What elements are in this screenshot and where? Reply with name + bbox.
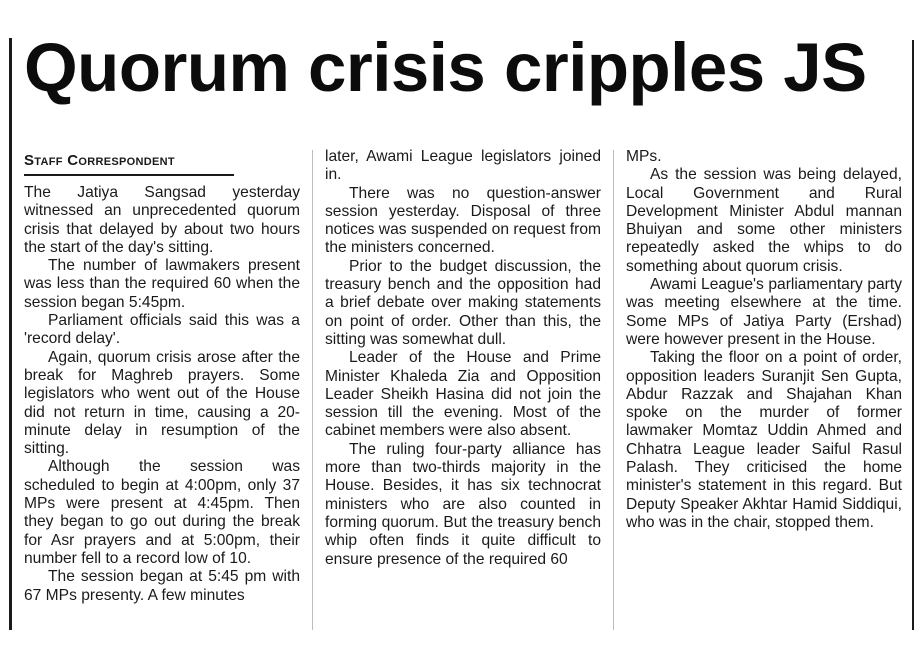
paragraph: The Jatiya Sangsad yesterday witnessed an unprecedented quorum crisis that delayed by about two hours the start of the day's sitting. — [24, 184, 300, 256]
paragraph: Although the session was scheduled to begin at 4:00pm, only 37 MPs were present at 4:45pm. Then they began to go out during the break for Asr prayers and at 5:00pm, their number fell to a record low of 10. — [24, 458, 300, 567]
headline: Quorum crisis cripples JS — [24, 29, 867, 106]
byline: Staff Correspondent — [24, 152, 234, 176]
article-column-1 — [24, 152, 300, 605]
article-column-3 — [626, 148, 902, 532]
left-column-rule — [9, 38, 12, 630]
paragraph: As the session was being delayed, Local Government and Rural Development Minister Abdul mannan Bhuiyan and some other ministers repeatedly asked the whips to do something about quorum crisis. — [626, 166, 902, 275]
paragraph: The session began at 5:45 pm with 67 MPs presenty. A few minutes — [24, 568, 300, 604]
paragraph: There was no question-answer session yesterday. Disposal of three notices was suspended on request from the ministers concerned. — [325, 184, 601, 257]
paragraph: Leader of the House and Prime Minister Khaleda Zia and Opposition Leader Sheikh Hasina did not join the session till the evening. Most of the cabinet members were also absent. — [325, 349, 601, 440]
right-column-rule — [912, 40, 914, 630]
paragraph: The number of lawmakers present was less than the required 60 when the session began 5:45pm. — [24, 257, 300, 311]
paragraph: Parliament officials said this was a 'record delay'. — [24, 312, 300, 348]
column-separator — [312, 150, 313, 630]
paragraph: Again, quorum crisis arose after the break for Maghreb prayers. Some legislators who went out of the House did not return in time, causing a 20-minute delay in resumption of the sitting. — [24, 348, 300, 458]
paragraph: Prior to the budget discussion, the treasury bench and the opposition had a brief debate over making statements on point of order. Other than this, the sitting was somewhat dull. — [325, 257, 601, 348]
paragraph: The ruling four-party alliance has more than two-thirds majority in the House. Besides, it has six technocrat ministers who are also counted in forming quorum. But the treasury bench whip often finds it quite difficult to ensure presence of the required 60 — [325, 440, 601, 568]
paragraph: later, Awami League legislators joined in. — [325, 148, 601, 184]
paragraph: Awami League's parliamentary party was meeting elsewhere at the time. Some MPs of Jatiya Party (Ershad) were however present in the House. — [626, 276, 902, 348]
column-separator — [613, 150, 614, 630]
paragraph: MPs. — [626, 148, 662, 165]
article-column-2 — [325, 148, 601, 569]
paragraph: Taking the floor on a point of order, opposition leaders Suranjit Sen Gupta, Abdur Razzak and Shajahan Khan spoke on the murder of former lawmaker Momtaz Uddin Ahmed and Chhatra League leader Saiful Rasul Palash. They criticised the home minister's statement in this regard. But Deputy Speaker Akhtar Hamid Siddiqui, who was in the chair, stopped them. — [626, 349, 902, 531]
